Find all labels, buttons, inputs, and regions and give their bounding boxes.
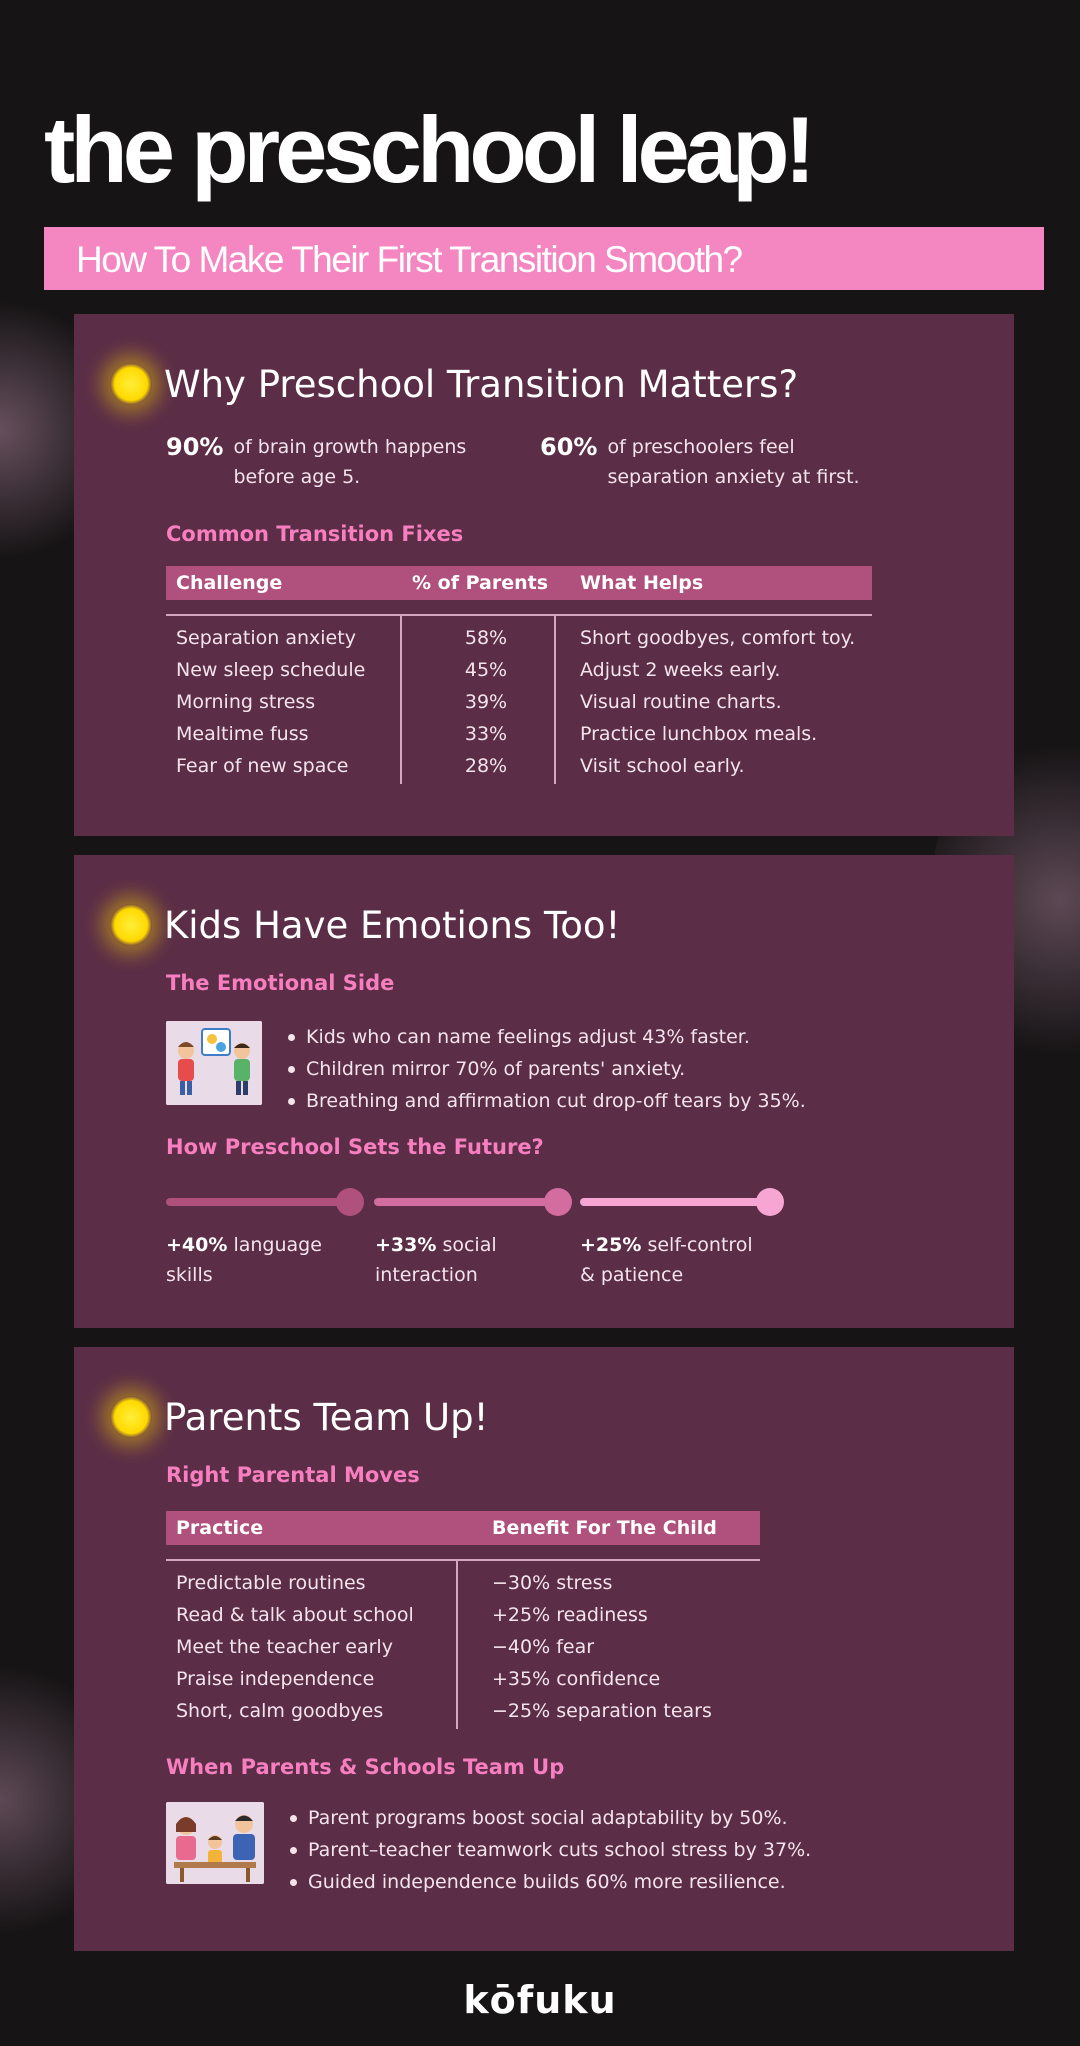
emotional-facts-list bbox=[284, 1021, 806, 1117]
family-illustration bbox=[166, 1802, 264, 1884]
table-cell: Fear of new space bbox=[176, 755, 349, 777]
card-why-transition-matters bbox=[74, 314, 1014, 836]
table-cell: New sleep schedule bbox=[176, 659, 366, 681]
parental-moves-table bbox=[166, 1511, 760, 1727]
stat-brain-growth bbox=[166, 432, 503, 492]
card-header bbox=[110, 895, 620, 955]
table-cell: Visual routine charts. bbox=[580, 691, 782, 713]
card-header bbox=[110, 1387, 488, 1447]
future-text: social bbox=[442, 1234, 497, 1256]
table-cell: +35% confidence bbox=[492, 1668, 661, 1690]
progress-step-2 bbox=[374, 1188, 572, 1216]
table-header-row bbox=[166, 1511, 760, 1545]
future-stat-social bbox=[375, 1230, 497, 1290]
future-text: skills bbox=[166, 1264, 213, 1286]
card-parents-team-up bbox=[74, 1347, 1014, 1951]
list-item: Breathing and affirmation cut drop-off tears by 35%. bbox=[284, 1085, 806, 1117]
family-icon bbox=[166, 1802, 264, 1884]
section-label: When Parents & Schools Team Up bbox=[166, 1755, 565, 1779]
list-item: Children mirror 70% of parents' anxiety. bbox=[284, 1053, 806, 1085]
table-cell: +25% readiness bbox=[492, 1604, 648, 1626]
table-row bbox=[166, 1695, 760, 1727]
stat-text: of preschoolers feel separation anxiety at first. bbox=[607, 436, 860, 488]
column-header: % of Parents bbox=[402, 566, 570, 600]
teamup-facts-list bbox=[286, 1802, 811, 1898]
card-title: Parents Team Up! bbox=[164, 1395, 489, 1439]
stat-number: 60% bbox=[540, 433, 598, 461]
table-cell: Separation anxiety bbox=[176, 627, 356, 649]
list-item: Guided independence builds 60% more resilience. bbox=[286, 1866, 811, 1898]
card-kids-emotions bbox=[74, 855, 1014, 1328]
table-row bbox=[166, 1663, 760, 1695]
card-title: Why Preschool Transition Matters? bbox=[164, 362, 799, 406]
section-label: Common Transition Fixes bbox=[166, 522, 464, 546]
column-divider bbox=[400, 616, 402, 784]
sun-icon bbox=[110, 1396, 152, 1438]
table-cell: Short goodbyes, comfort toy. bbox=[580, 627, 856, 649]
future-pct: +33% bbox=[375, 1234, 437, 1256]
table-cell: Predictable routines bbox=[176, 1572, 366, 1594]
emotional-side-block bbox=[166, 1021, 806, 1117]
stat-separation-anxiety bbox=[540, 432, 877, 492]
table-cell: Morning stress bbox=[176, 691, 316, 713]
table-row bbox=[166, 1631, 760, 1663]
table-cell: −25% separation tears bbox=[492, 1700, 712, 1722]
progress-dot bbox=[336, 1188, 364, 1216]
table-cell: 33% bbox=[464, 723, 508, 745]
table-row bbox=[166, 600, 872, 654]
future-text: interaction bbox=[375, 1264, 478, 1286]
progress-step-3 bbox=[580, 1188, 784, 1216]
table-row bbox=[166, 750, 872, 782]
table-cell: Practice lunchbox meals. bbox=[580, 723, 818, 745]
kids-sharing-feelings-icon bbox=[166, 1021, 262, 1105]
subtitle-text: How To Make Their First Transition Smooth? bbox=[76, 239, 742, 280]
progress-step-1 bbox=[166, 1188, 364, 1216]
sun-icon bbox=[110, 363, 152, 405]
future-text: language bbox=[233, 1234, 322, 1256]
sun-icon bbox=[110, 904, 152, 946]
column-header: Practice bbox=[166, 1511, 482, 1545]
column-divider bbox=[554, 616, 556, 784]
progress-bar bbox=[166, 1198, 356, 1206]
kids-illustration bbox=[166, 1021, 262, 1105]
list-item: Kids who can name feelings adjust 43% faster. bbox=[284, 1021, 806, 1053]
table-cell: Short, calm goodbyes bbox=[176, 1700, 384, 1722]
future-text: & patience bbox=[580, 1264, 684, 1286]
section-label: Right Parental Moves bbox=[166, 1463, 420, 1487]
future-stat-self-control bbox=[580, 1230, 753, 1290]
table-cell: Praise independence bbox=[176, 1668, 375, 1690]
card-title: Kids Have Emotions Too! bbox=[164, 903, 621, 947]
future-pct: +25% bbox=[580, 1234, 642, 1256]
list-item: Parent programs boost social adaptability by 50%. bbox=[286, 1802, 811, 1834]
progress-dot bbox=[756, 1188, 784, 1216]
table-header-row bbox=[166, 566, 872, 600]
table-row bbox=[166, 1545, 760, 1599]
progress-dot bbox=[544, 1188, 572, 1216]
list-item: Parent–teacher teamwork cuts school stress by 37%. bbox=[286, 1834, 811, 1866]
section-label: The Emotional Side bbox=[166, 971, 395, 995]
table-cell: 28% bbox=[464, 755, 508, 777]
table-cell: 39% bbox=[464, 691, 508, 713]
progress-bar bbox=[580, 1198, 776, 1206]
card-header bbox=[110, 354, 798, 414]
transition-fixes-table bbox=[166, 566, 872, 782]
stat-text: of brain growth happens before age 5. bbox=[233, 436, 467, 488]
table-cell: Adjust 2 weeks early. bbox=[580, 659, 781, 681]
table-cell: 45% bbox=[464, 659, 508, 681]
subtitle-banner bbox=[44, 227, 1044, 290]
table-row bbox=[166, 686, 872, 718]
table-cell: Meet the teacher early bbox=[176, 1636, 393, 1658]
progress-bar bbox=[374, 1198, 564, 1206]
column-header: Benefit For The Child bbox=[482, 1511, 760, 1545]
table-cell: −40% fear bbox=[492, 1636, 595, 1658]
table-row bbox=[166, 1599, 760, 1631]
column-header: What Helps bbox=[570, 566, 872, 600]
future-text: self-control bbox=[647, 1234, 753, 1256]
table-cell: Mealtime fuss bbox=[176, 723, 309, 745]
table-divider bbox=[166, 1559, 760, 1561]
brand-logo: kōfuku bbox=[463, 1978, 617, 2022]
column-header: Challenge bbox=[166, 566, 402, 600]
teamup-block bbox=[166, 1802, 811, 1898]
table-cell: Read & talk about school bbox=[176, 1604, 414, 1626]
table-row bbox=[166, 718, 872, 750]
table-cell: −30% stress bbox=[492, 1572, 613, 1594]
table-cell: Visit school early. bbox=[580, 755, 745, 777]
future-pct: +40% bbox=[166, 1234, 228, 1256]
table-cell: 58% bbox=[464, 627, 508, 649]
future-stat-language bbox=[166, 1230, 322, 1290]
page-title: the preschool leap! bbox=[44, 97, 811, 202]
table-row bbox=[166, 654, 872, 686]
column-divider bbox=[456, 1561, 458, 1729]
stat-number: 90% bbox=[166, 433, 224, 461]
table-divider bbox=[166, 614, 872, 616]
section-label: How Preschool Sets the Future? bbox=[166, 1135, 544, 1159]
